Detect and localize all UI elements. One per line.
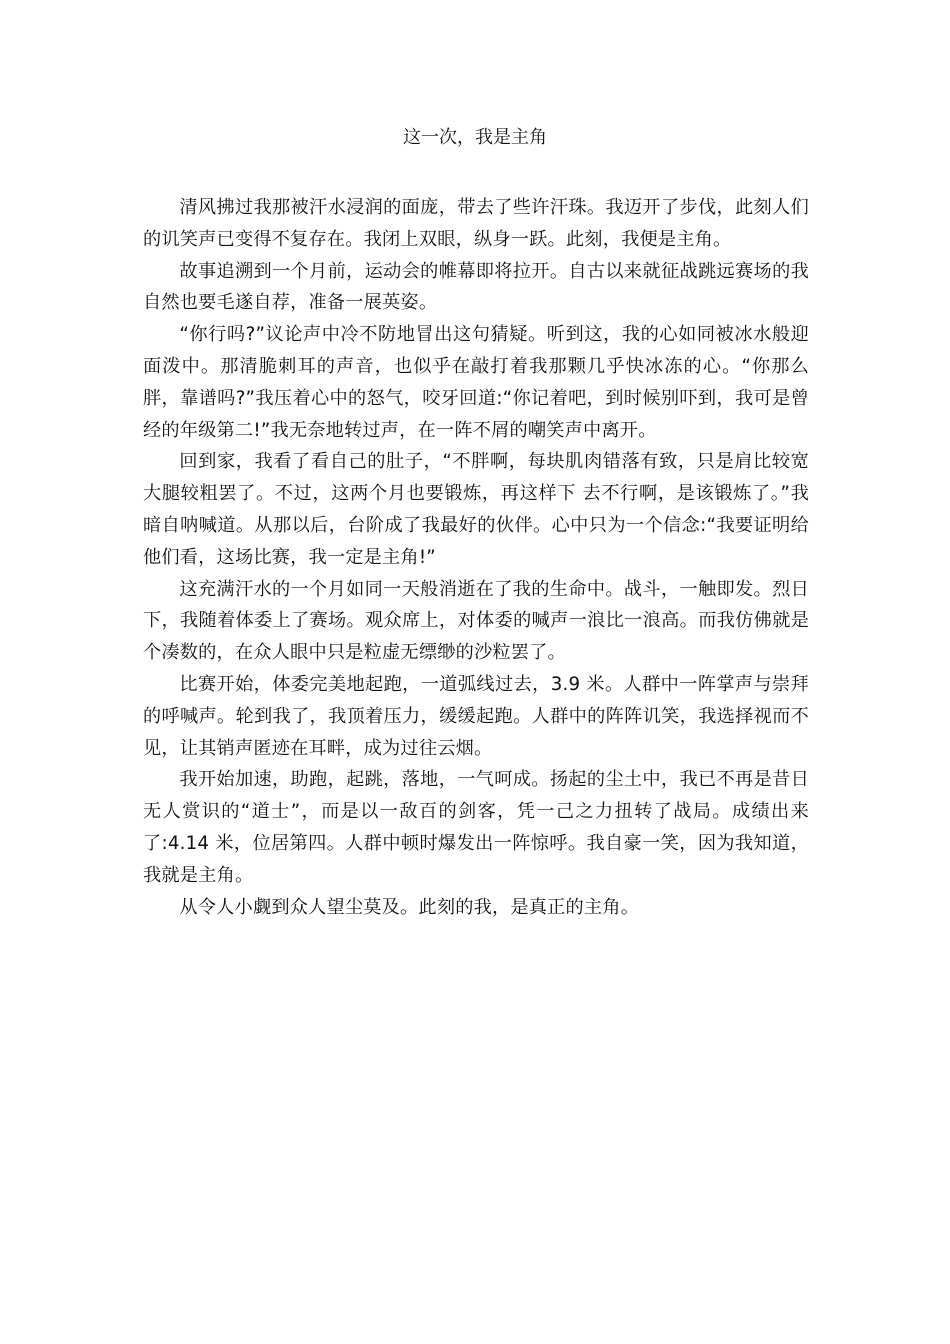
paragraph: 从令人小觑到众人望尘莫及。此刻的我，是真正的主角。 bbox=[179, 896, 640, 918]
paragraph: 我开始加速，助跑，起跳，落地，一气呵成。扬起的尘土中，我已不再是昔日无人赏识的“道士”，而是以一敌百的剑客，凭一己之力扭转了战局。成绩出来了:4.14 米，位居第四。人群中顿时爆发出一阵惊呼。我自豪一笑，因为我知道，我就是主角。 bbox=[143, 769, 809, 886]
paragraph: 比赛开始，体委完美地起跑，一道弧线过去，3.9 米。人群中一阵掌声与崇拜的呼喊声。轮到我了，我顶着压力，缓缓起跑。人群中的阵阵讥笑，我选择视而不见，让其销声匿迹在耳畔，成为过往云烟。 bbox=[143, 673, 809, 759]
document-title: 这一次，我是主角 bbox=[403, 127, 547, 148]
document-body bbox=[143, 192, 809, 923]
paragraph: 故事追溯到一个月前，运动会的帷幕即将拉开。自古以来就征战跳远赛场的我自然也要毛遂自荐，准备一展英姿。 bbox=[143, 260, 809, 314]
paragraph: 这充满汗水的一个月如同一天般消逝在了我的生命中。战斗，一触即发。烈日下，我随着体委上了赛场。观众席上，对体委的喊声一浪比一浪高。而我仿佛就是个凑数的，在众人眼中只是粒虚无缥缈的沙粒罢了。 bbox=[143, 578, 809, 664]
paragraph: 回到家，我看了看自己的肚子，“不胖啊，每块肌肉错落有致，只是肩比较宽大腿较粗罢了。不过，这两个月也要锻炼，再这样下 去不行啊，是该锻炼了。”我暗自呐喊道。从那以后，台阶成了我最好的伙伴。心中只为一个信念:“我要证明给他们看，这场比赛，我一定是主角!” bbox=[143, 451, 809, 568]
paragraph: “你行吗?”议论声中冷不防地冒出这句猜疑。听到这，我的心如同被冰水般迎面泼中。那清脆刺耳的声音，也似乎在敲打着我那颗几乎快冰冻的心。“你那么胖，靠谱吗?”我压着心中的怒气，咬牙回道:“你记着吧，到时候别吓到，我可是曾经的年级第二!”我无奈地转过声，在一阵不屑的嘲笑声中离开。 bbox=[143, 324, 809, 441]
paragraph: 清风拂过我那被汗水浸润的面庞，带去了些许汗珠。我迈开了步伐，此刻人们的讥笑声已变得不复存在。我闭上双眼，纵身一跃。此刻，我便是主角。 bbox=[143, 197, 809, 250]
